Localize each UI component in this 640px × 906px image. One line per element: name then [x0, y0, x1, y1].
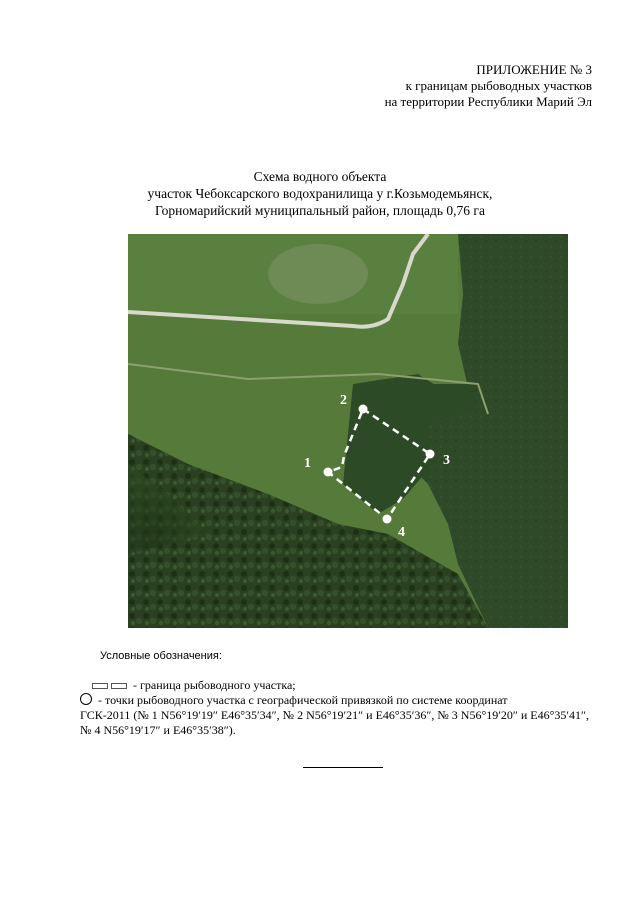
point-3-label: 3: [443, 453, 450, 468]
point-1-label: 1: [304, 456, 311, 471]
title-line-1: Схема водного объекта: [253, 169, 387, 184]
point-circle-icon: [80, 693, 92, 705]
appendix-number: ПРИЛОЖЕНИЕ № 3: [476, 62, 592, 77]
boundary-swatch-icon: [111, 683, 127, 689]
appendix-subtitle: к границам рыбоводных участков: [405, 78, 592, 93]
appendix-region: на территории Республики Марий Эл: [384, 94, 592, 109]
point-2-marker: [359, 405, 368, 414]
legend-points-row: [80, 693, 594, 738]
legend-boundary-text: - граница рыбоводного участка;: [133, 678, 296, 692]
boundary-swatch-icon: [92, 683, 108, 689]
title-line-3: Горномарийский муниципальный район, площадь 0,76 га: [155, 203, 485, 218]
map-image: [128, 234, 568, 628]
satellite-map: [128, 234, 568, 628]
appendix-header: [385, 62, 592, 110]
point-4-marker: [383, 515, 392, 524]
legend-points-text-a: - точки рыбоводного участка с географической привязкой по системе координат: [98, 693, 508, 707]
point-3-marker: [426, 450, 435, 459]
title-line-2: участок Чебоксарского водохранилища у г.Козьмодемьянск,: [147, 186, 493, 201]
point-4-label: 4: [398, 525, 405, 540]
legend-heading: Условные обозначения:: [100, 650, 222, 662]
legend-points-text-b: ГСК-2011 (№ 1 N56°19′19″ E46°35′34″, № 2 N56°19′21″ и E46°35′36″, № 3 N56°19′20″ и E46°35′41″, № 4 N56°19′17″ и E46°35′38″).: [80, 708, 590, 737]
point-2-label: 2: [340, 393, 347, 408]
footer-divider: [303, 767, 383, 768]
legend-boundary-row: [92, 678, 606, 693]
field-patch: [268, 244, 368, 304]
document-title: [0, 168, 640, 219]
point-1-marker: [324, 468, 333, 477]
